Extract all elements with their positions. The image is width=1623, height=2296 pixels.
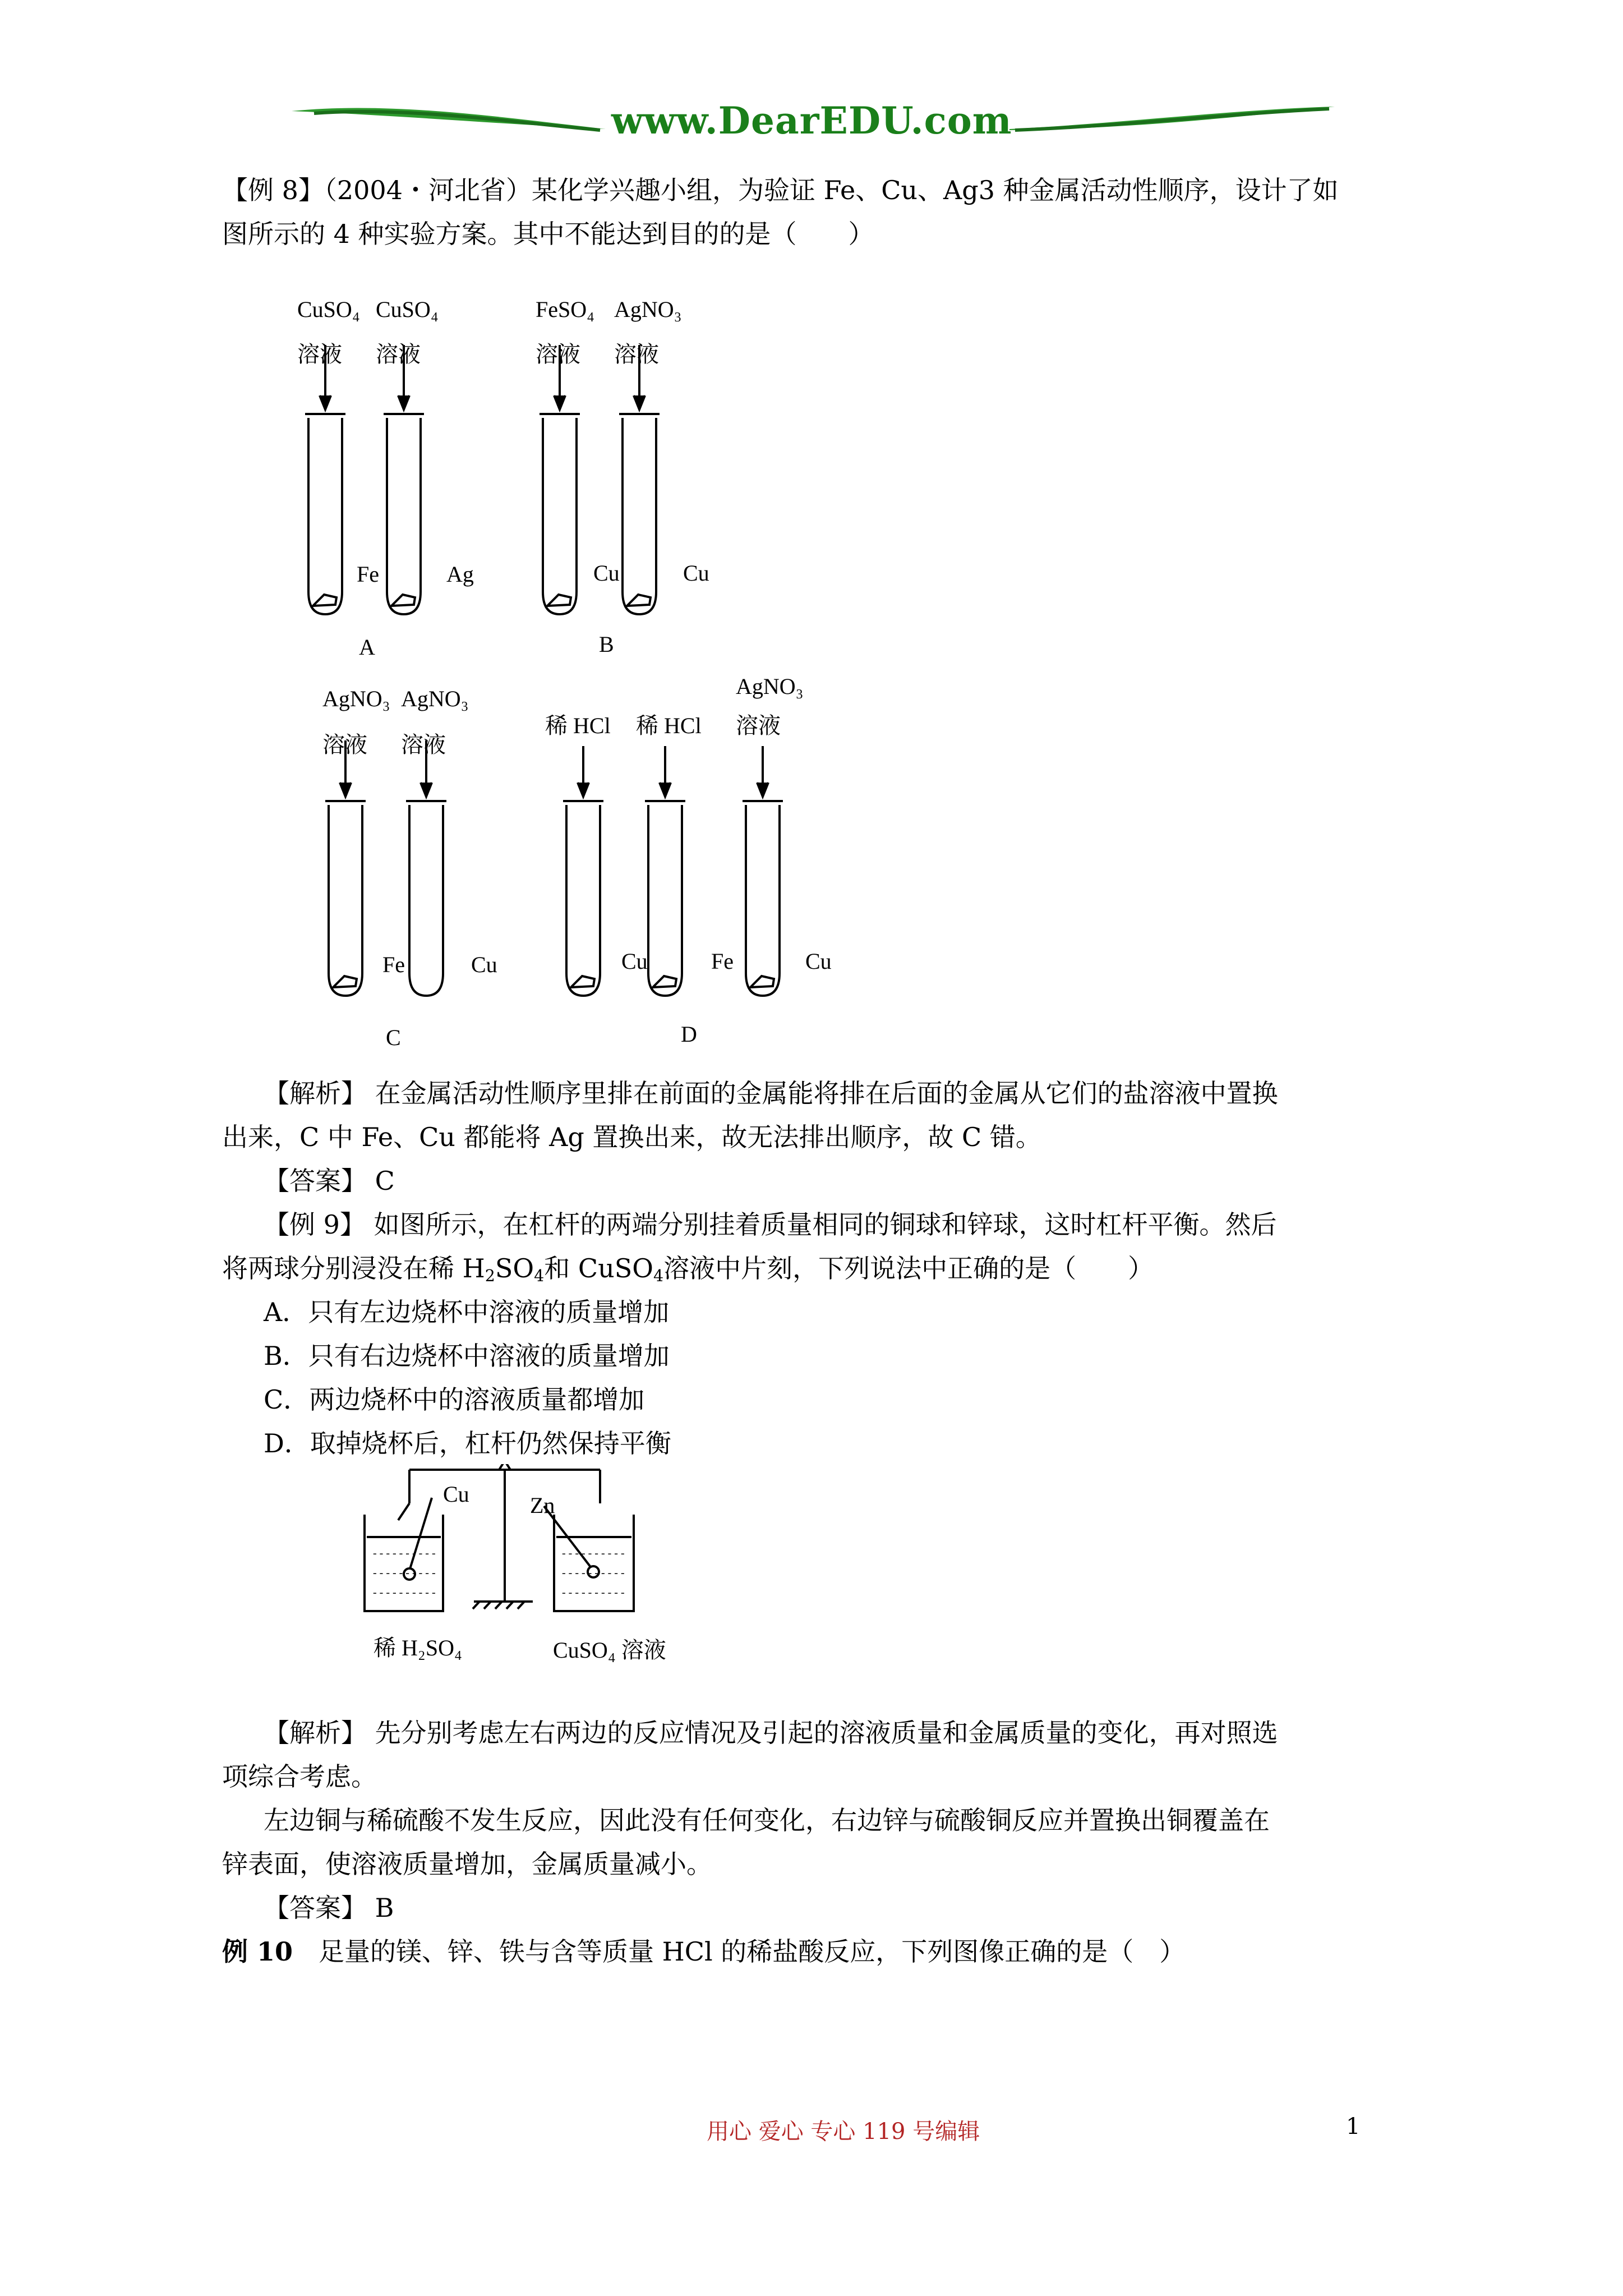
D-label: D (681, 1022, 697, 1047)
lever-cu-label: Cu (443, 1481, 469, 1507)
C-metal2: Cu (471, 952, 497, 977)
D-sol3: 溶液 (736, 713, 781, 738)
ex10-text: 足量的镁、锌、铁与含等质量 HCl 的稀盐酸反应，下列图像正确的是（ ） (293, 1936, 1186, 1967)
B-sol1: 溶液 (536, 342, 580, 367)
svg-text:- - - - - - - - - -: - - - - - - - - - - (373, 1567, 436, 1579)
C-reagent2: AgNO₃ (401, 686, 469, 711)
lever-right-label: CuSO₄ 溶液 (553, 1637, 666, 1663)
C-sol2: 溶液 (401, 732, 446, 757)
A-metal2: Ag (446, 562, 474, 587)
A-metal1: Fe (357, 562, 379, 587)
A-reagent2: CuSO₄ (376, 297, 439, 322)
ex9-optB: B．只有右边烧杯中溶液的质量增加 (264, 1341, 670, 1371)
A-sol2: 溶液 (376, 342, 421, 367)
svg-text:- - - - - - - - - -: - - - - - - - - - - (373, 1547, 436, 1559)
D-metal3: Cu (805, 949, 832, 974)
figure-ab (280, 292, 729, 662)
page-number: 1 (1346, 2114, 1361, 2139)
site-logo[interactable]: www.DearEDU.com (611, 99, 1012, 142)
D-metal2: Fe (711, 949, 734, 974)
D-reagent1: 稀 HCl (545, 713, 611, 738)
ex10-label: 例 10 (222, 1936, 293, 1967)
ex9-analysis4: 锌表面，使溶液质量增加，金属质量减小。 (222, 1849, 712, 1879)
ex9-line1: 【例 9】 如图所示，在杠杆的两端分别挂着质量相同的铜球和锌球，这时杠杆平衡。然后 (264, 1209, 1277, 1240)
C-label: C (386, 1025, 401, 1050)
B-reagent1: FeSO₄ (536, 297, 595, 322)
D-reagent3: AgNO₃ (736, 674, 804, 699)
lever-zn-label: Zn (530, 1493, 555, 1518)
svg-text:- - - - - - - - - -: - - - - - - - - - - (562, 1586, 625, 1599)
ex9-analysis2: 项综合考虑。 (222, 1761, 377, 1792)
A-sol1: 溶液 (297, 342, 342, 367)
ex8-line1: 【例 8】（2004・河北省）某化学兴趣小组，为验证 Fe、Cu、Ag3 种金属活动性顺序，设计了如 (222, 175, 1339, 205)
C-metal1: Fe (382, 952, 405, 977)
ex9-answer: 【答案】 B (264, 1893, 394, 1923)
svg-text:- - - - - - - - - -: - - - - - - - - - - (562, 1567, 625, 1579)
ex9-analysis1: 【解析】 先分别考虑左右两边的反应情况及引起的溶液质量和金属质量的变化，再对照选 (264, 1718, 1278, 1748)
ex9-analysis3: 左边铜与稀硫酸不发生反应，因此没有任何变化，右边锌与硫酸铜反应并置换出铜覆盖在 (264, 1805, 1270, 1835)
B-sol2: 溶液 (614, 342, 659, 367)
svg-text:- - - - - - - - - -: - - - - - - - - - - (373, 1586, 436, 1599)
ex8-line2: 图所示的 4 种实验方案。其中不能达到目的的是（ ） (222, 219, 874, 249)
ex9-optD: D．取掉烧杯后，杠杆仍然保持平衡 (264, 1428, 671, 1458)
C-sol1: 溶液 (322, 732, 367, 757)
D-reagent2: 稀 HCl (636, 713, 702, 738)
B-metal1: Cu (593, 560, 620, 586)
ex9-optC: C．两边烧杯中的溶液质量都增加 (264, 1384, 645, 1415)
B-label: B (599, 632, 614, 657)
ex8-analysis2: 出来，C 中 Fe、Cu 都能将 Ag 置换出来，故无法排出顺序，故 C 错。 (222, 1122, 1041, 1152)
B-reagent2: AgNO₃ (614, 297, 682, 322)
lever-left-label: 稀 H₂SO₄ (374, 1635, 462, 1660)
B-metal2: Cu (683, 560, 709, 586)
C-reagent1: AgNO₃ (322, 686, 390, 711)
ex9-optA: A．只有左边烧杯中溶液的质量增加 (264, 1297, 670, 1327)
footer-text: 用心 爱心 专心 119 号编辑 (707, 2119, 980, 2145)
ex8-answer: 【答案】 C (264, 1166, 395, 1196)
ex9-line2: 将两球分别浸没在稀 $H_2SO_4$和 CuSO$_4$溶液中片刻，下列说法中正确的是（ ） (222, 1253, 1154, 1286)
A-reagent1: CuSO₄ (297, 297, 360, 322)
A-label: A (359, 634, 375, 660)
D-metal1: Cu (621, 949, 648, 974)
ex8-analysis1: 【解析】 在金属活动性顺序里排在前面的金属能将排在后面的金属从它们的盐溶液中置换 (264, 1078, 1278, 1108)
svg-text:- - - - - - - - - -: - - - - - - - - - - (562, 1547, 625, 1559)
ex10-line (222, 1930, 1185, 1973)
